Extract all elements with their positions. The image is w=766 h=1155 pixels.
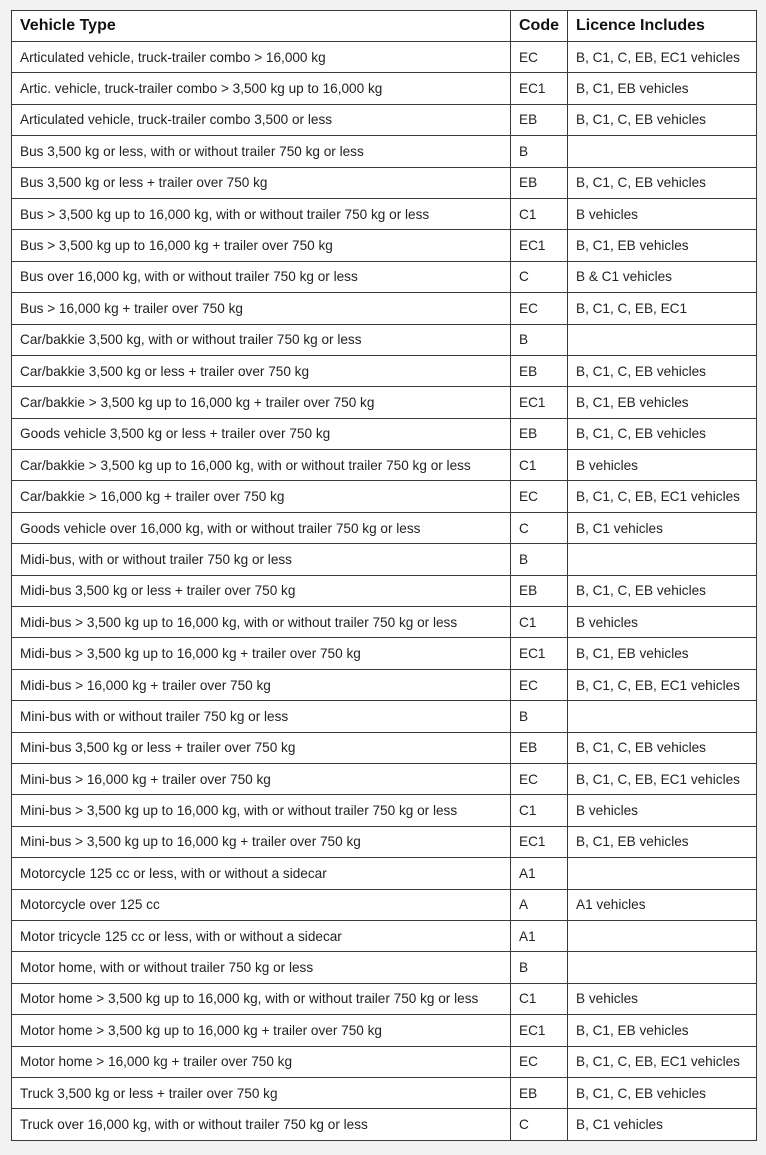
table-row xyxy=(12,261,757,292)
cell-vehicle-type: Mini-bus > 16,000 kg + trailer over 750 kg xyxy=(12,763,511,794)
cell-vehicle-type: Truck 3,500 kg or less + trailer over 750 kg xyxy=(12,1077,511,1108)
licence-table-container xyxy=(11,10,756,1141)
cell-vehicle-type: Bus 3,500 kg or less + trailer over 750 kg xyxy=(12,167,511,198)
cell-licence-includes: B, C1, EB vehicles xyxy=(568,638,757,669)
cell-licence-includes xyxy=(568,858,757,889)
cell-code: A1 xyxy=(511,920,568,951)
cell-vehicle-type: Articulated vehicle, truck-trailer combo 3,500 or less xyxy=(12,104,511,135)
cell-code: EC xyxy=(511,763,568,794)
cell-licence-includes: B & C1 vehicles xyxy=(568,261,757,292)
table-row xyxy=(12,230,757,261)
cell-licence-includes: B, C1, C, EB vehicles xyxy=(568,732,757,763)
cell-code: EC xyxy=(511,481,568,512)
licence-codes-table xyxy=(11,10,757,1141)
cell-licence-includes xyxy=(568,324,757,355)
cell-vehicle-type: Articulated vehicle, truck-trailer combo > 16,000 kg xyxy=(12,42,511,73)
cell-licence-includes: B, C1, EB vehicles xyxy=(568,387,757,418)
cell-code: EC1 xyxy=(511,826,568,857)
cell-code: EC xyxy=(511,669,568,700)
cell-code: EC1 xyxy=(511,230,568,261)
cell-code: EC1 xyxy=(511,638,568,669)
cell-licence-includes xyxy=(568,701,757,732)
cell-licence-includes: B vehicles xyxy=(568,450,757,481)
table-row xyxy=(12,1077,757,1108)
cell-vehicle-type: Midi-bus > 3,500 kg up to 16,000 kg + trailer over 750 kg xyxy=(12,638,511,669)
cell-vehicle-type: Motor home > 3,500 kg up to 16,000 kg, with or without trailer 750 kg or less xyxy=(12,983,511,1014)
cell-vehicle-type: Goods vehicle 3,500 kg or less + trailer over 750 kg xyxy=(12,418,511,449)
cell-code: EC1 xyxy=(511,1015,568,1046)
table-row xyxy=(12,450,757,481)
cell-vehicle-type: Motorcycle over 125 cc xyxy=(12,889,511,920)
cell-licence-includes: B vehicles xyxy=(568,983,757,1014)
cell-vehicle-type: Midi-bus > 16,000 kg + trailer over 750 kg xyxy=(12,669,511,700)
table-row xyxy=(12,418,757,449)
table-row xyxy=(12,826,757,857)
cell-code: B xyxy=(511,324,568,355)
cell-licence-includes xyxy=(568,136,757,167)
cell-licence-includes: B, C1, C, EB vehicles xyxy=(568,418,757,449)
cell-code: C1 xyxy=(511,450,568,481)
cell-licence-includes: B, C1, EB vehicles xyxy=(568,1015,757,1046)
cell-vehicle-type: Car/bakkie 3,500 kg or less + trailer over 750 kg xyxy=(12,355,511,386)
cell-code: EC1 xyxy=(511,73,568,104)
cell-vehicle-type: Bus > 3,500 kg up to 16,000 kg, with or without trailer 750 kg or less xyxy=(12,198,511,229)
cell-licence-includes: B, C1, EB vehicles xyxy=(568,230,757,261)
header-licence-includes: Licence Includes xyxy=(568,11,757,42)
table-row xyxy=(12,1046,757,1077)
cell-vehicle-type: Motor home, with or without trailer 750 kg or less xyxy=(12,952,511,983)
header-code: Code xyxy=(511,11,568,42)
cell-code: C1 xyxy=(511,607,568,638)
cell-code: C xyxy=(511,1109,568,1140)
cell-licence-includes: B, C1, C, EB vehicles xyxy=(568,104,757,135)
cell-code: B xyxy=(511,952,568,983)
cell-licence-includes: A1 vehicles xyxy=(568,889,757,920)
cell-vehicle-type: Motor home > 3,500 kg up to 16,000 kg + trailer over 750 kg xyxy=(12,1015,511,1046)
table-row xyxy=(12,669,757,700)
cell-code: EC1 xyxy=(511,387,568,418)
cell-licence-includes: B, C1, C, EB, EC1 vehicles xyxy=(568,763,757,794)
cell-licence-includes: B, C1, C, EB, EC1 vehicles xyxy=(568,42,757,73)
cell-code: C1 xyxy=(511,795,568,826)
cell-vehicle-type: Mini-bus > 3,500 kg up to 16,000 kg + trailer over 750 kg xyxy=(12,826,511,857)
cell-code: EB xyxy=(511,418,568,449)
cell-vehicle-type: Truck over 16,000 kg, with or without trailer 750 kg or less xyxy=(12,1109,511,1140)
table-row xyxy=(12,763,757,794)
cell-vehicle-type: Mini-bus with or without trailer 750 kg or less xyxy=(12,701,511,732)
table-row xyxy=(12,198,757,229)
cell-code: C1 xyxy=(511,198,568,229)
cell-vehicle-type: Bus 3,500 kg or less, with or without trailer 750 kg or less xyxy=(12,136,511,167)
cell-vehicle-type: Bus > 16,000 kg + trailer over 750 kg xyxy=(12,293,511,324)
cell-licence-includes: B, C1, C, EB, EC1 vehicles xyxy=(568,1046,757,1077)
cell-code: EB xyxy=(511,104,568,135)
cell-code: A xyxy=(511,889,568,920)
table-row xyxy=(12,1015,757,1046)
table-row xyxy=(12,104,757,135)
cell-licence-includes: B, C1, C, EB vehicles xyxy=(568,167,757,198)
table-row xyxy=(12,732,757,763)
cell-vehicle-type: Mini-bus > 3,500 kg up to 16,000 kg, with or without trailer 750 kg or less xyxy=(12,795,511,826)
table-row xyxy=(12,575,757,606)
table-row xyxy=(12,607,757,638)
cell-code: C xyxy=(511,512,568,543)
table-row xyxy=(12,481,757,512)
table-row xyxy=(12,73,757,104)
cell-code: EB xyxy=(511,355,568,386)
header-row xyxy=(12,11,757,42)
table-row xyxy=(12,355,757,386)
table-row xyxy=(12,638,757,669)
cell-vehicle-type: Motorcycle 125 cc or less, with or without a sidecar xyxy=(12,858,511,889)
cell-licence-includes: B, C1, C, EB, EC1 xyxy=(568,293,757,324)
cell-vehicle-type: Midi-bus > 3,500 kg up to 16,000 kg, with or without trailer 750 kg or less xyxy=(12,607,511,638)
cell-code: EC xyxy=(511,1046,568,1077)
cell-code: B xyxy=(511,136,568,167)
table-row xyxy=(12,920,757,951)
cell-code: B xyxy=(511,544,568,575)
table-row xyxy=(12,293,757,324)
cell-licence-includes: B, C1, C, EB, EC1 vehicles xyxy=(568,481,757,512)
cell-code: EB xyxy=(511,732,568,763)
cell-licence-includes: B vehicles xyxy=(568,607,757,638)
table-header xyxy=(12,11,757,42)
cell-licence-includes xyxy=(568,952,757,983)
cell-vehicle-type: Artic. vehicle, truck-trailer combo > 3,500 kg up to 16,000 kg xyxy=(12,73,511,104)
cell-code: EC xyxy=(511,42,568,73)
cell-vehicle-type: Midi-bus, with or without trailer 750 kg or less xyxy=(12,544,511,575)
cell-licence-includes xyxy=(568,544,757,575)
table-row xyxy=(12,701,757,732)
cell-licence-includes: B, C1 vehicles xyxy=(568,1109,757,1140)
cell-vehicle-type: Mini-bus 3,500 kg or less + trailer over 750 kg xyxy=(12,732,511,763)
cell-code: EB xyxy=(511,575,568,606)
cell-licence-includes: B, C1, C, EB, EC1 vehicles xyxy=(568,669,757,700)
cell-vehicle-type: Goods vehicle over 16,000 kg, with or without trailer 750 kg or less xyxy=(12,512,511,543)
table-row xyxy=(12,324,757,355)
table-row xyxy=(12,544,757,575)
cell-code: EB xyxy=(511,167,568,198)
cell-licence-includes: B, C1, C, EB vehicles xyxy=(568,355,757,386)
cell-vehicle-type: Motor home > 16,000 kg + trailer over 750 kg xyxy=(12,1046,511,1077)
cell-licence-includes: B, C1, C, EB vehicles xyxy=(568,1077,757,1108)
table-row xyxy=(12,983,757,1014)
table-row xyxy=(12,512,757,543)
table-body xyxy=(12,42,757,1141)
cell-licence-includes: B vehicles xyxy=(568,198,757,229)
cell-code: EC xyxy=(511,293,568,324)
cell-code: B xyxy=(511,701,568,732)
cell-code: C xyxy=(511,261,568,292)
cell-licence-includes: B, C1 vehicles xyxy=(568,512,757,543)
cell-code: EB xyxy=(511,1077,568,1108)
cell-vehicle-type: Car/bakkie 3,500 kg, with or without trailer 750 kg or less xyxy=(12,324,511,355)
cell-licence-includes: B, C1, C, EB vehicles xyxy=(568,575,757,606)
cell-licence-includes: B vehicles xyxy=(568,795,757,826)
cell-vehicle-type: Motor tricycle 125 cc or less, with or without a sidecar xyxy=(12,920,511,951)
table-row xyxy=(12,858,757,889)
cell-vehicle-type: Car/bakkie > 16,000 kg + trailer over 750 kg xyxy=(12,481,511,512)
table-row xyxy=(12,795,757,826)
cell-code: A1 xyxy=(511,858,568,889)
table-row xyxy=(12,136,757,167)
cell-vehicle-type: Midi-bus 3,500 kg or less + trailer over 750 kg xyxy=(12,575,511,606)
cell-licence-includes xyxy=(568,920,757,951)
table-row xyxy=(12,42,757,73)
table-row xyxy=(12,1109,757,1140)
cell-licence-includes: B, C1, EB vehicles xyxy=(568,826,757,857)
cell-vehicle-type: Bus over 16,000 kg, with or without trailer 750 kg or less xyxy=(12,261,511,292)
cell-vehicle-type: Bus > 3,500 kg up to 16,000 kg + trailer over 750 kg xyxy=(12,230,511,261)
cell-vehicle-type: Car/bakkie > 3,500 kg up to 16,000 kg + trailer over 750 kg xyxy=(12,387,511,418)
header-vehicle-type: Vehicle Type xyxy=(12,11,511,42)
cell-licence-includes: B, C1, EB vehicles xyxy=(568,73,757,104)
table-row xyxy=(12,167,757,198)
cell-vehicle-type: Car/bakkie > 3,500 kg up to 16,000 kg, with or without trailer 750 kg or less xyxy=(12,450,511,481)
table-row xyxy=(12,952,757,983)
table-row xyxy=(12,387,757,418)
cell-code: C1 xyxy=(511,983,568,1014)
table-row xyxy=(12,889,757,920)
